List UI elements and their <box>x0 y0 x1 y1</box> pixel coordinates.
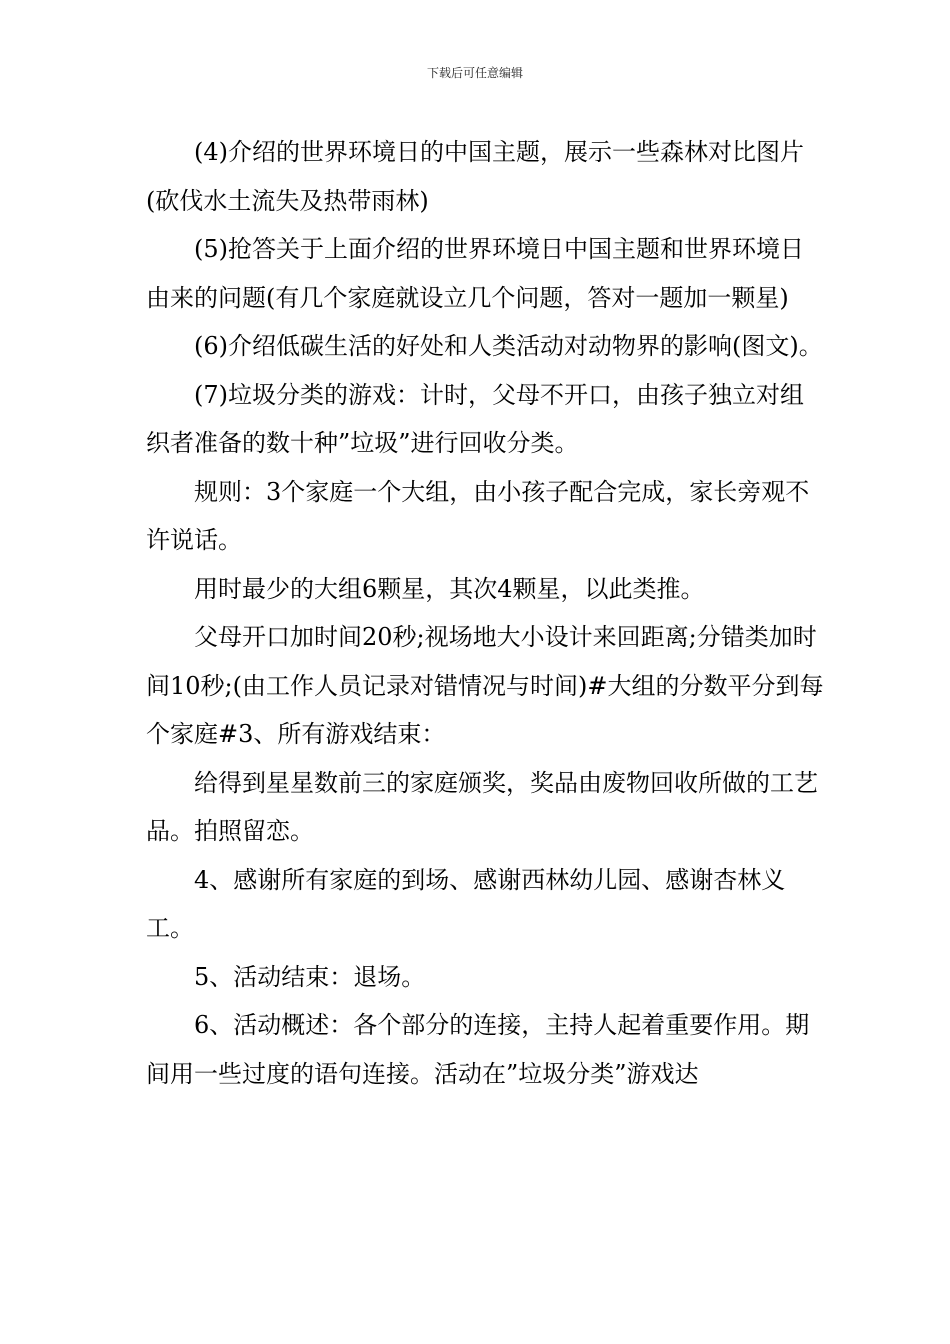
paragraph-item-7: (7)垃圾分类的游戏：计时，父母不开口，由孩子独立对组织者准备的数十种”垃圾”进行回收分类。 <box>146 380 804 457</box>
paragraph-end: 5、活动结束：退场。 <box>194 962 426 991</box>
paragraph-rules: 规则：3个家庭一个大组，由小孩子配合完成，家长旁观不许说话。 <box>146 477 810 554</box>
paragraph-item-6: (6)介绍低碳生活的好处和人类活动对动物界的影响(图文)。 <box>194 332 823 360</box>
paragraph-overview: 6、活动概述：各个部分的连接，主持人起着重要作用。期间用一些过度的语句连接。活动在”垃圾分类”游戏达 <box>146 1011 810 1088</box>
paragraph-penalties: 父母开口加时间20秒;视场地大小设计来回距离;分错类加时间10秒;(由工作人员记录对错情况与时间)#大组的分数平分到每个家庭#3、所有游戏结束： <box>146 623 824 748</box>
paragraph-item-5: (5)抢答关于上面介绍的世界环境日中国主题和世界环境日由来的问题(有几个家庭就设立几个问题，答对一题加一颗星) <box>146 235 804 312</box>
page-header: 下载后可任意编辑 <box>426 66 523 80</box>
paragraph-item-4: (4)介绍的世界环境日的中国主题，展示一些森林对比图片(砍伐水土流失及热带雨林) <box>146 138 804 215</box>
paragraph-awards: 给得到星星数前三的家庭颁奖，奖品由废物回收所做的工艺品。拍照留恋。 <box>146 768 818 845</box>
paragraph-thanks: 4、感谢所有家庭的到场、感谢西林幼儿园、感谢杏林义工。 <box>146 865 786 942</box>
paragraph-scoring: 用时最少的大组6颗星，其次4颗星，以此类推。 <box>194 574 705 603</box>
document-body <box>146 128 826 1098</box>
